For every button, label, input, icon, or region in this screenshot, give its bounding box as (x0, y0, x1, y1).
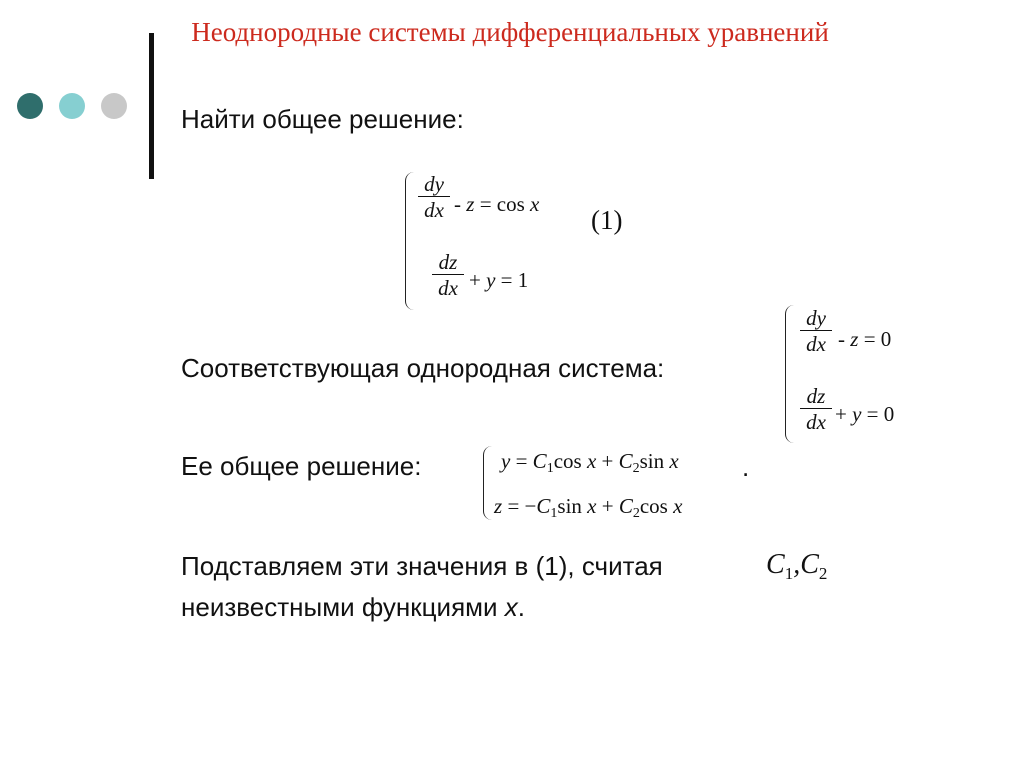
constants-c1-c2: $C_1,C_2$ (766, 549, 828, 583)
general-label: Ее общее решение: (181, 451, 422, 481)
dot-dark-teal-icon (17, 93, 43, 119)
homog-label: Соответствующая однородная система: (181, 353, 665, 383)
dot-gray-icon (101, 93, 127, 119)
system-label: (1) (591, 205, 623, 235)
subst-line-2 (181, 591, 525, 623)
homog-fraction-dz-dx: dz dx (800, 384, 832, 435)
slide-title: Неоднородные системы дифференциальных уравнений (191, 17, 829, 47)
homog-brace (785, 305, 794, 443)
subst-line-2-suffix: . (517, 592, 526, 622)
homog-eq-2-rhs: + y = 0 (835, 402, 895, 426)
vertical-bar-icon (149, 33, 154, 179)
general-brace (483, 446, 492, 520)
fraction-dy-dx: dy dx (418, 172, 450, 223)
system-1-brace (405, 172, 414, 310)
fraction-dz-dx: dz dx (432, 250, 464, 301)
equation-1-rhs: - z = cos x (454, 192, 540, 216)
homog-eq-1-rhs: - z = 0 (838, 327, 892, 351)
dot-light-teal-icon (59, 93, 85, 119)
homog-fraction-dy-dx: dy dx (800, 306, 832, 357)
subst-line-1: Подставляем эти значения в (1), считая (181, 551, 663, 581)
equation-2-rhs: + y = 1 (469, 268, 529, 292)
subst-line-2-var: x (504, 592, 518, 622)
general-dot: . (742, 452, 750, 482)
general-eq-y: $y = C_1\cos$ $x + C_2\sin$ x (501, 449, 679, 476)
subst-line-2-prefix: неизвестными функциями (181, 592, 505, 622)
prompt-text: Найти общее решение: (181, 104, 464, 134)
general-eq-z: $z = -C_1\sin$ $x + C_2\cos$ x (494, 494, 683, 521)
